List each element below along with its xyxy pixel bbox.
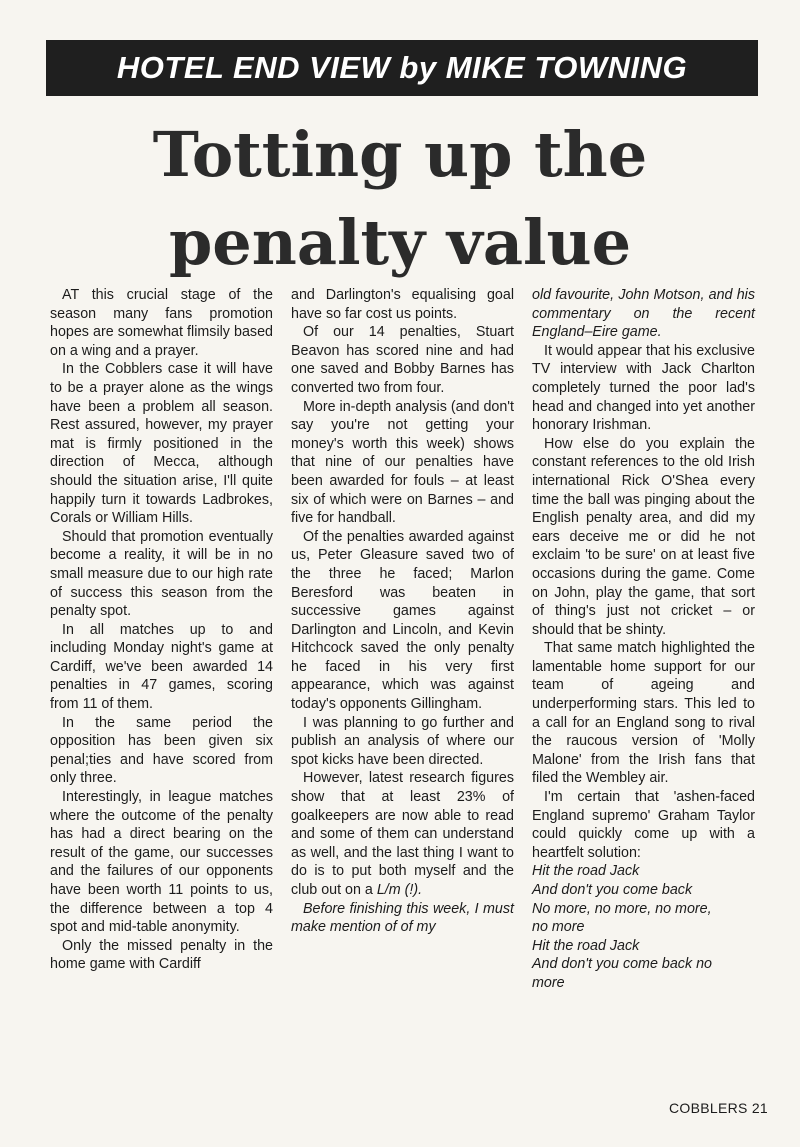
paragraph: Of the penalties awarded against us, Peter Gleasure saved two of the three he faced; Marlon Beresford was beaten in successive games against Darlington and Lincoln, and Kevin Hitchcock saved the only penalty he faced in his very first appearance, which was against today's opponents Gillingham.	[291, 528, 514, 713]
paragraph: AT this crucial stage of the season many fans promotion hopes are somewhat flimsily based on a wing and a prayer.	[50, 287, 273, 359]
italic-continuation: old favourite, John Motson, and his commentary on the recent England–Eire game.	[532, 287, 755, 341]
article-column-3	[532, 286, 755, 993]
banner-title: HOTEL END VIEW by MIKE TOWNING	[116, 50, 688, 85]
article-column-1	[50, 286, 273, 974]
paragraph: I was planning to go further and publish an analysis of where our spot kicks have been directed.	[291, 714, 514, 768]
paragraph: More in-depth analysis (and don't say you're not getting your money's worth this week) shows that nine of our penalties have been awarded for fouls – at least six of which were on Barnes – and five for handball.	[291, 398, 514, 527]
paragraph: Only the missed penalty in the home game with Cardiff	[50, 937, 273, 973]
paragraph: In all matches up to and including Monday night's game at Cardiff, we've been awarded 14 penalties in 47 games, scoring from 11 of them.	[50, 621, 273, 713]
song-line: No more, no more, no more,	[532, 900, 712, 917]
paragraph: That same match highlighted the lamentable home support for our team of ageing and underperforming stars. This led to a call for an England song to rival the raucous version of 'Molly Malone' from the Irish fans that filed the Wembley air.	[532, 640, 755, 787]
paragraph: Of our 14 penalties, Stuart Beavon has scored nine and had one saved and Bobby Barnes has converted two from four.	[291, 324, 514, 396]
paragraph: In the Cobblers case it will have to be a prayer alone as the wings have been a problem all season. Rest assured, however, my prayer mat is firmly positioned in the direction of Mecca, although should the situation arise, I'll quite happily turn it towards Ladbrokes, Corals or William Hills.	[50, 361, 273, 527]
paragraph: It would appear that his exclusive TV interview with Jack Charlton completely turned the poor lad's head and changed into yet another honorary Irishman.	[532, 342, 755, 434]
lim-text: L/m (!).	[376, 882, 423, 898]
headline-line-1: Totting up the	[152, 118, 648, 191]
song-line: no more	[532, 919, 585, 936]
song-line: more	[532, 974, 565, 991]
paragraph: Should that promotion eventually become a reality, it will be in no small measure due to our high rate of success this season from the penalty spot.	[50, 528, 273, 620]
paragraph: How else do you explain the constant references to the old Irish international Rick O'Shea every time the ball was pinging about the English penalty area, and did my ears deceive me or did he not exclaim 'to be sure' on at least five occasions during the game. Come on John, play the game, that sort of thing's just not cricket – or should that be shinty.	[532, 435, 755, 638]
paragraph-text: However, latest research figures show that at least 23% of goalkeepers are now able to read and some of them can understand as well, and the last thing I want to do is to put both myself and the club out on a	[291, 770, 514, 898]
song-line: And don't you come back	[532, 882, 693, 898]
closing-italic-paragraph: Before finishing this week, I must make mention of of my	[291, 900, 514, 936]
paragraph-continuation: and Darlington's equalising goal have so far cost us points.	[291, 287, 514, 322]
article-column-2	[291, 286, 514, 937]
paragraph: In the same period the opposition has been given six penal;ties and have scored from only three.	[50, 714, 273, 787]
paragraph-with-lim	[291, 769, 514, 899]
paragraph: Interestingly, in league matches where the outcome of the penalty has had a direct bearing on the result of the game, our successes and the failures of our opponents have been worth 11 points to us, the difference between a top 4 spot and mid-table anonymity.	[50, 789, 273, 936]
song-line: Hit the road Jack	[532, 937, 640, 954]
column-banner	[46, 40, 758, 96]
song-line: And don't you come back no	[532, 956, 712, 973]
page-folio: COBBLERS 21	[668, 1100, 768, 1116]
paragraph: I'm certain that 'ashen-faced England supremo' Graham Taylor could quickly come up with a heartfelt solution:	[532, 789, 755, 861]
headline-line-2: penalty value	[168, 206, 632, 279]
song-line: Hit the road Jack	[532, 863, 640, 880]
